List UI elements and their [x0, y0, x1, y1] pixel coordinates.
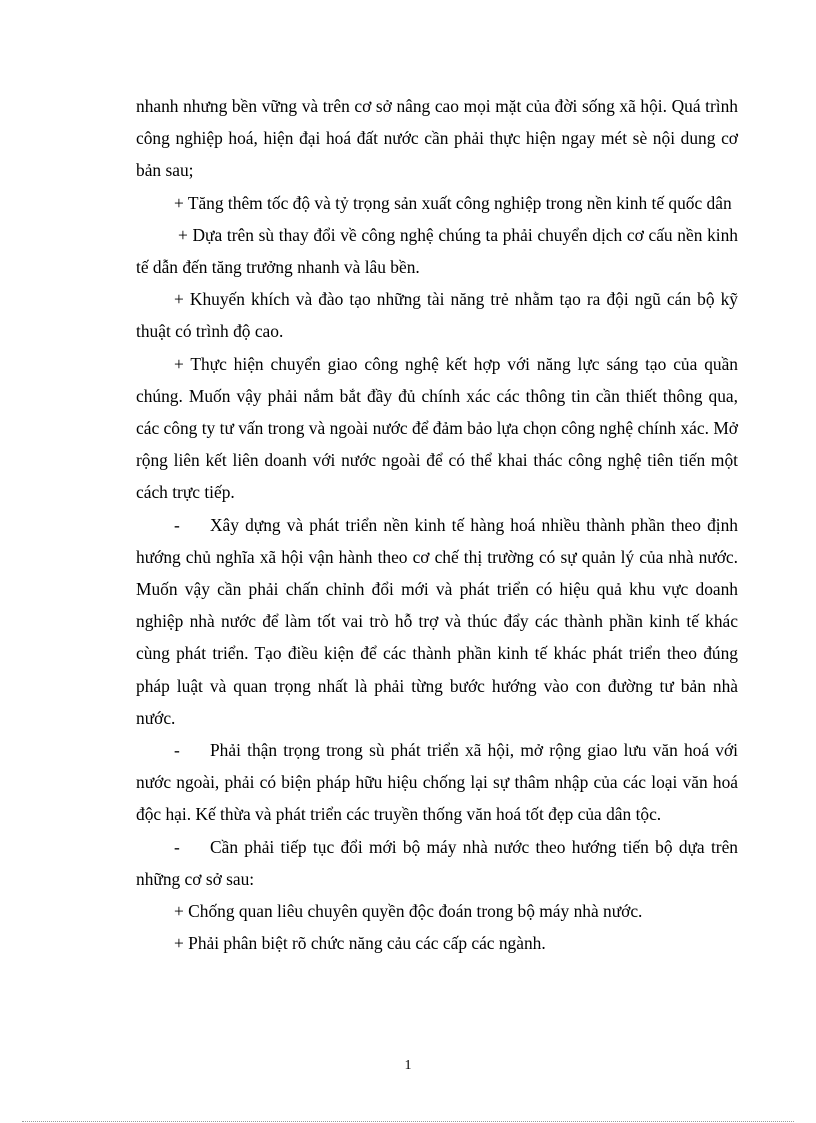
paragraph-plus-talent: + Khuyến khích và đào tạo những tài năng trẻ nhằm tạo ra đội ngũ cán bộ kỹ thuật có trình độ cao.	[136, 289, 738, 342]
page-number: 1	[404, 1058, 412, 1073]
body-text	[136, 90, 738, 959]
paragraph-plus-industry-growth: + Tăng thêm tốc độ và tỷ trọng sản xuất công nghiệp trong nền kinh tế quốc dân	[174, 192, 732, 213]
paragraph-intro-continuation: nhanh nhưng bền vững và trên cơ sở nâng cao mọi mặt của đời sống xã hội. Quá trình công nghiệp hoá, hiện đại hoá đất nước cần phải thực hiện ngay mét sè nội dung cơ bản sau;	[136, 96, 738, 181]
paragraph-plus-functions: + Phải phân biệt rõ chức năng cảu các cấp các ngành.	[174, 933, 546, 954]
paragraph-dash-state-apparatus-text: Cần phải tiếp tục đổi mới bộ máy nhà nước theo hướng tiến bộ dựa trên những cơ sở sau:	[136, 836, 738, 889]
dash-marker: -	[174, 514, 180, 535]
paragraph-dash-culture-text: Phải thận trọng trong sù phát triển xã hội, mở rộng giao lưu văn hoá với nước ngoài, phải có biện pháp hữu hiệu chống lại sự thâm nhập của các loại văn hoá độc hại. Kế thừa và phát triển các truyền thống văn hoá tốt đẹp của dân tộc.	[136, 740, 738, 825]
dash-marker: -	[174, 740, 180, 761]
paragraph-dash-economy	[136, 509, 738, 734]
paragraph-plus-technology-transfer: + Thực hiện chuyển giao công nghệ kết hợp với năng lực sáng tạo của quần chúng. Muốn vậy phải nắm bắt đầy đủ chính xác các thông tin cần thiết thông qua, các công ty tư vấn trong và ngoài nước để đảm bảo lựa chọn công nghệ chính xác. Mở rộng liên kết liên doanh với nước ngoài để có thể khai thác công nghệ tiên tiến một cách trực tiếp.	[136, 353, 738, 503]
paragraph-dash-state-apparatus	[136, 831, 738, 895]
paragraph-plus-restructure: + Dựa trên sù thay đổi về công nghệ chúng ta phải chuyển dịch cơ cấu nền kinh tế dẫn đến tăng trưởng nhanh và lâu bền.	[136, 224, 738, 278]
dash-marker: -	[174, 836, 180, 857]
footer-dotted-rule	[22, 1121, 794, 1122]
paragraph-plus-bureaucracy: + Chống quan liêu chuyên quyền độc đoán trong bộ máy nhà nước.	[174, 901, 643, 922]
paragraph-dash-culture	[136, 734, 738, 831]
paragraph-dash-economy-text: Xây dựng và phát triển nền kinh tế hàng hoá nhiều thành phần theo định hướng chủ nghĩa xã hội vận hành theo cơ chế thị trường có sự quản lý của nhà nước. Muốn vậy cần phải chấn chỉnh đổi mới và phát triển có hiệu quả khu vực doanh nghiệp nhà nước để làm tốt vai trò hỗ trợ và thúc đẩy các thành phần kinh tế khác cùng phát triển. Tạo điều kiện để các thành phần kinh tế khác phát triển theo đúng pháp luật và quan trọng nhất là phải từng bước hướng vào con đường tư bản nhà nước.	[136, 514, 738, 728]
